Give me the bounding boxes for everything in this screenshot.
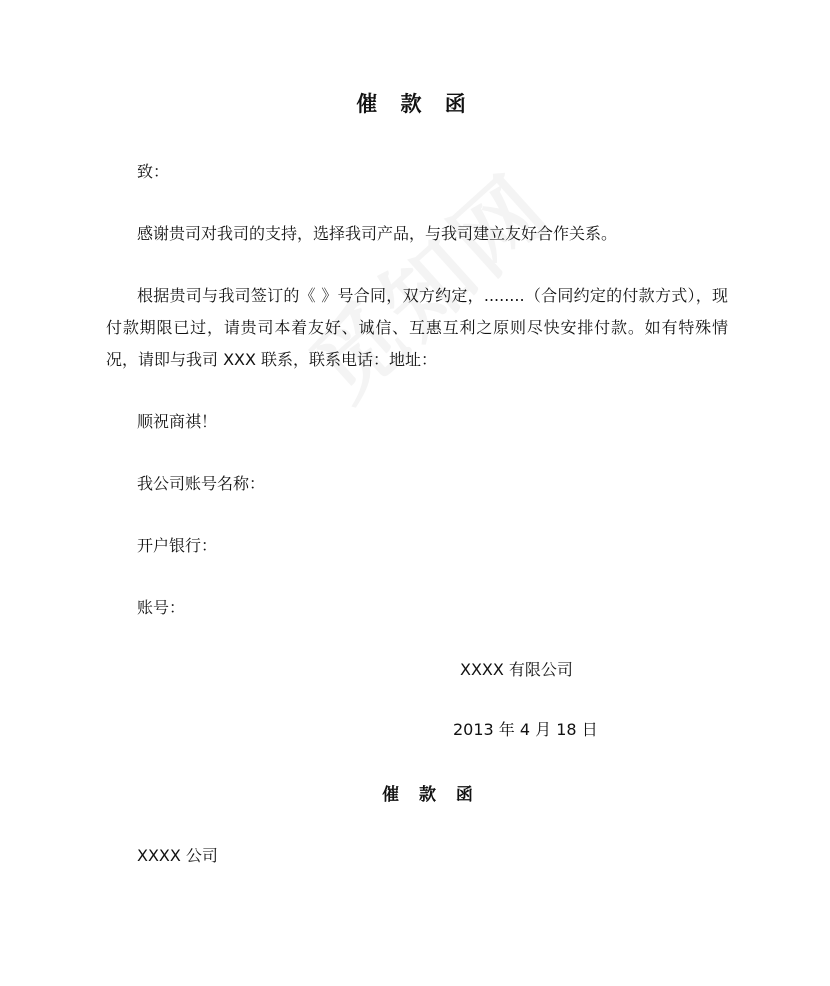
body-paragraph: 根据贵司与我司签订的《 》号合同，双方约定，........（合同约定的付款方式），现付款期限已过，请贵司本着友好、诚信、互惠互利之原则尽快安排付款。如有特殊情况，请即与我司 XXX 联系，联系电话：地址： <box>106 286 728 369</box>
second-title: 催 款 函 <box>382 785 480 805</box>
account-number-label: 账号： <box>137 598 186 617</box>
closing-line: 顺祝商祺！ <box>137 412 218 431</box>
account-name-label: 我公司账号名称： <box>137 474 266 493</box>
second-recipient: XXXX 公司 <box>137 846 218 865</box>
document-title: 催 款 函 <box>356 92 474 116</box>
salutation: 致： <box>137 162 170 181</box>
bank-label: 开户银行： <box>137 536 218 555</box>
company-signature: XXXX 有限公司 <box>460 660 573 679</box>
thanks-paragraph: 感谢贵司对我司的支持，选择我司产品，与我司建立友好合作关系。 <box>137 224 618 243</box>
document-date: 2013 年 4 月 18 日 <box>453 720 598 739</box>
